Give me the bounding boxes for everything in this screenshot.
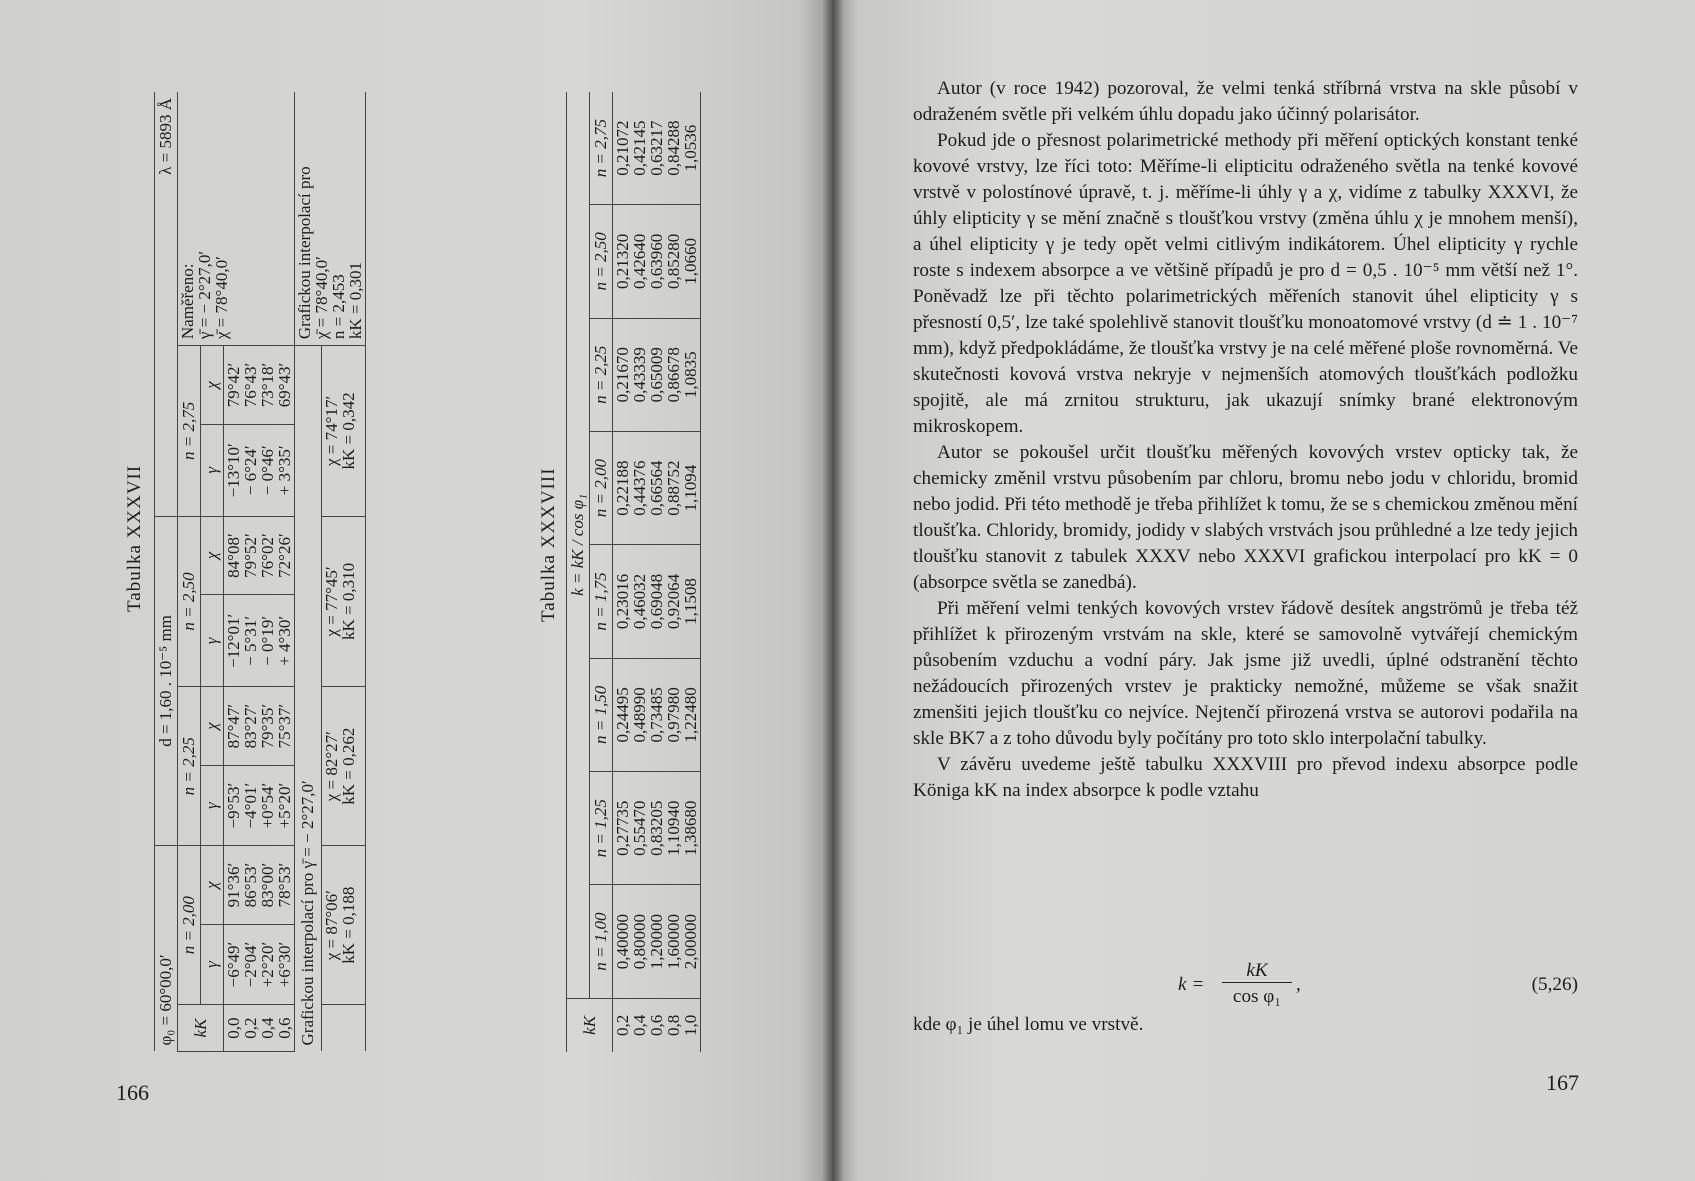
- n-header: n = 1,75: [590, 545, 613, 658]
- kk-values: 0,2 0,4 0,6 0,8 1,0: [613, 998, 701, 1052]
- k-values: 0,40000 0,80000 1,20000 1,60000 2,00000: [613, 885, 701, 998]
- gamma-header: γ: [201, 424, 224, 516]
- formula-denominator: cos φ₁: [1232, 986, 1282, 1007]
- k-values: 0,22188 0,44376 0,66564 0,88752 1,1094: [613, 431, 701, 544]
- chi-header: χ: [201, 346, 224, 425]
- chi-header: χ: [201, 687, 224, 766]
- k-values: 0,24495 0,48990 0,73485 0,97980 1,22480: [613, 658, 701, 771]
- k-values: 0,27735 0,55470 0,83205 1,10940 1,38680: [613, 772, 701, 885]
- paragraph: Autor se pokoušel určit tloušťku měřených kovových vrstev opticky tak, že chemicky změnil vrstvu působením par chloru, bromu nebo jodu v chloridu, bromid nebo jodid. Při této methodě je třeba přihlížet k tomu, že se s chemickou změnou mění tloušťka. Chloridy, bromidy, jodidy v slabých vrstvách jsou průhledné a lze tedy jejich tloušťku stanovit z tabulek XXXV nebo XXXVI grafickou interpolací pro kK = 0 (absorpce světla se zanedbá).: [913, 442, 1578, 593]
- n-header: n = 2,50: [590, 205, 613, 318]
- d-label: d = 1,60 . 10⁻⁵ mm: [155, 516, 178, 846]
- n-header: n = 1,00: [590, 885, 613, 998]
- lambda-label: λ = 5893 Å: [155, 92, 178, 516]
- n-header: n = 2,75: [178, 346, 201, 517]
- n-header: n = 1,25: [590, 772, 613, 885]
- body-text: [913, 76, 1578, 804]
- k-values: 0,21670 0,43339 0,65009 0,86678 1,0835: [613, 318, 701, 431]
- table-37-header-row: [178, 92, 201, 1052]
- paragraph: Při měření velmi tenkých kovových vrstev řádově desítek angströmů je třeba též přihlížet k přirozeným vrstvám na skle, které se samovolně vytvářejí chemickým působením vzduchu a vodní páry. Jak jsme již uvedli, úplné odstranění těchto nežádoucích přirozených vrstev je prakticky nemožné, můžeme se však snažit zmenšiti jejich tloušťku co nejvíce. Nejtenčí přirozená vrstva se autorovi podařila na skle BK7 a z toho důvodu byly počítány pro toto sklo interpolační tabulky.: [913, 598, 1578, 749]
- kk-values: 0,0 0,2 0,4 0,6: [224, 1005, 295, 1052]
- gamma-header: γ: [201, 766, 224, 846]
- page-number-right: 167: [1546, 1070, 1579, 1095]
- measured-cell: [178, 92, 295, 346]
- n-header: n = 2,75: [590, 92, 613, 205]
- n-header: n = 1,50: [590, 658, 613, 771]
- gamma-header: γ: [201, 924, 224, 1004]
- n-header: n = 2,00: [590, 431, 613, 544]
- gamma-values: −13°10′ − 6°24′ − 0°46′ + 3°35′: [224, 424, 295, 516]
- equation-5-26: [1178, 960, 1578, 1024]
- measured-values: γ̄ = − 2°27,0′ χ̄ = 78°40,0′: [195, 250, 231, 340]
- left-page: [0, 0, 832, 1181]
- book-gutter: [822, 0, 844, 1181]
- rotated-tables: [124, 92, 768, 1052]
- table-38-header-row: [590, 92, 613, 1052]
- measured-label: Naměřeno:: [178, 263, 197, 340]
- table-38: [566, 92, 701, 1052]
- chi-values: 84°08′ 79°52′ 76°02′ 72°26′: [224, 516, 295, 595]
- k-values: 0,21320 0,42640 0,63960 0,85280 1,0660: [613, 205, 701, 318]
- gamma-values: −6°49′ −2°04′ +2°20′ +6°30′: [224, 924, 295, 1004]
- result-value: χ = 74°17′ kK = 0,342: [322, 346, 366, 517]
- paragraph: Autor (v roce 1942) pozoroval, že velmi tenká stříbrná vrstva na skle působí v odraženém světle při velkém úhlu dopadu jako účinný polarisátor.: [913, 78, 1578, 125]
- result-value: χ = 87°06′ kK = 0,188: [322, 846, 366, 1005]
- table-38-formula: k = kK / cos φ₁: [567, 92, 590, 998]
- chi-values: 87°47′ 83°27′ 79°35′ 75°37′: [224, 687, 295, 766]
- gamma-values: −9°53′ −4°01′ +0°54′ +5°20′: [224, 766, 295, 846]
- paragraph: V závěru uvedeme ještě tabulku XXXVIII pro převod indexu absorpce podle Königa kK na index absorpce k podle vztahu: [913, 754, 1578, 801]
- interp-chi-label: Grafickou interpolací pro χ̄ = 78°40,0′: [295, 166, 331, 340]
- paragraph: Pokud jde o přesnost polarimetrické methody při měření optických konstant tenké kovové vrstvy, lze říci toto: Měříme-li elipticitu odraženého světla na tenké kovové vrstvě v polostínové úpravě, t. j. měříme-li úhly γ a χ, vidíme z tabulky XXXVI, že úhly elipticity γ se mění značně s tloušťkou vrstvy (změna úhlu χ je mnohem menší), a úhel elipticity γ je tedy opět velmi citlivým indikátorem. Úhel elipticity γ rychle roste s indexem absorpce a ve většině případů je pro d = 0,5 . 10⁻⁵ mm větší než 1°. Poněvadž lze při těchto polarimetrických měřeních stanovit úhel elipticity γ s přesností 0,5′, lze také spolehlivě stanovit tloušťku monoatomové vrstvy (d ≐ 1 . 10⁻⁷ mm), když předpokládáme, že tloušťka vrstvy je na celé měřené ploše rovnoměrná. Ve skutečnosti kovová vrstva nekryje v nejmenších atomových tloušťkách podložku spojitě, ale má zrnitou strukturu, jak ukazují snímky brané elektronovým mikroskopem.: [913, 130, 1578, 437]
- formula-lhs: k =: [1178, 974, 1205, 995]
- table-37-interp-row: [295, 92, 322, 1052]
- chi-values: 91°36′ 86°53′ 83°00′ 78°53′: [224, 846, 295, 925]
- kk-header: kK: [567, 998, 613, 1052]
- formula-numerator: kK: [1222, 960, 1292, 983]
- interp-chi-cell: [295, 92, 366, 346]
- interp-gamma-label: Grafickou interpolací pro γ̄ = − 2°27,0′: [295, 346, 322, 1052]
- phi-label: φ₀ = 60°00,0′: [155, 846, 178, 1052]
- blank-cell: [322, 1005, 366, 1052]
- closing-line: kde φ₁ je úhel lomu ve vrstvě.: [913, 1014, 1144, 1035]
- chi-values: 79°42′ 76°43′ 73°18′ 69°43′: [224, 346, 295, 425]
- kk-header: kK: [178, 1005, 224, 1052]
- table-37-meta-row: [155, 92, 178, 1052]
- table-38-data-row: [613, 92, 701, 1052]
- n-header: n = 2,25: [178, 687, 201, 846]
- formula-comma: ,: [1296, 974, 1301, 995]
- n-header: n = 2,25: [590, 318, 613, 431]
- table-37: [154, 92, 366, 1052]
- n-header: n = 2,00: [178, 846, 201, 1005]
- k-values: 0,21072 0,42145 0,63217 0,84288 1,0536: [613, 92, 701, 205]
- n-header: n = 2,50: [178, 516, 201, 687]
- table-37-caption: Tabulka XXXVII: [124, 464, 145, 612]
- chi-header: χ: [201, 516, 224, 595]
- chi-header: χ: [201, 846, 224, 925]
- page-number-left: 166: [116, 1080, 149, 1105]
- result-value: χ = 82°27′ kK = 0,262: [322, 687, 366, 846]
- table-38-formula-row: [567, 92, 590, 1052]
- table-38-caption: Tabulka XXXVIII: [538, 467, 559, 622]
- interp-chi-result: n = 2,453 kK = 0,301: [329, 261, 365, 340]
- k-values: 0,23016 0,46032 0,69048 0,92064 1,1508: [613, 545, 701, 658]
- result-value: χ = 77°45′ kK = 0,310: [322, 516, 366, 687]
- gamma-header: γ: [201, 595, 224, 687]
- equation-number: (5,26): [1531, 974, 1578, 995]
- gamma-values: −12°01′ − 5°31′ − 0°19′ + 4°30′: [224, 595, 295, 687]
